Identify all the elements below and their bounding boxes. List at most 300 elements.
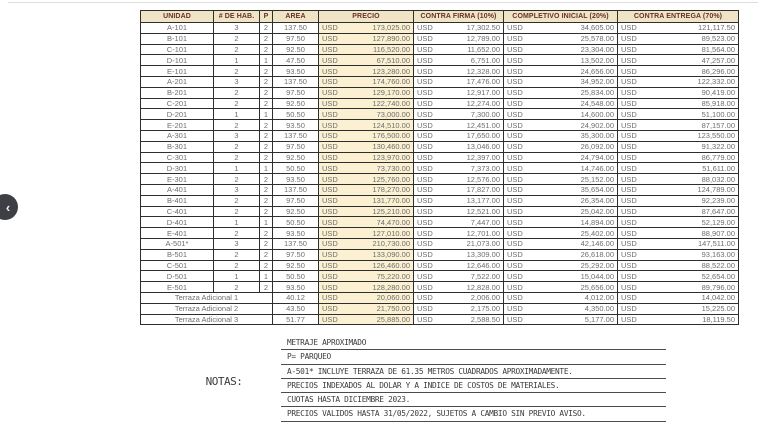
hab-cell: 2 <box>214 206 260 217</box>
amount-value: 26,618.00 <box>580 250 614 260</box>
currency-label: USD <box>507 88 523 98</box>
currency-label: USD <box>507 174 523 184</box>
amount-value: 92,239.00 <box>701 196 735 206</box>
currency-label: USD <box>507 260 523 270</box>
contra-entrega-cell <box>618 33 739 44</box>
contra-entrega-cell <box>618 195 739 206</box>
contra-entrega-cell <box>618 282 739 293</box>
contra-entrega-cell <box>618 314 739 325</box>
currency-label: USD <box>417 77 433 87</box>
col-header-completivo-inicial: COMPLETIVO INICIAL (20%) <box>504 11 618 23</box>
unit-cell: D-101 <box>141 55 214 66</box>
completivo-inicial-cell <box>504 217 618 228</box>
parqueo-cell: 1 <box>260 109 273 120</box>
completivo-inicial-cell <box>504 282 618 293</box>
unit-cell: C-501 <box>141 260 214 271</box>
unit-cell: B-501 <box>141 249 214 260</box>
currency-label: USD <box>417 131 433 141</box>
currency-label: USD <box>507 217 523 227</box>
area-cell: 97.50 <box>273 249 319 260</box>
amount-value: 12,521.00 <box>466 206 500 216</box>
amount-value: 88,032.00 <box>701 174 735 184</box>
amount-value: 127,890.00 <box>372 34 410 44</box>
currency-label: USD <box>621 163 637 173</box>
unit-cell: B-201 <box>141 87 214 98</box>
table-row <box>141 249 739 260</box>
col-header-parqueo: P <box>260 11 273 23</box>
currency-label: USD <box>417 304 433 314</box>
table-row <box>141 33 739 44</box>
parqueo-cell: 2 <box>260 195 273 206</box>
currency-label: USD <box>507 185 523 195</box>
currency-label: USD <box>507 98 523 108</box>
currency-label: USD <box>417 44 433 54</box>
currency-label: USD <box>417 55 433 65</box>
currency-label: USD <box>507 228 523 238</box>
contra-firma-cell <box>414 195 504 206</box>
currency-label: USD <box>621 34 637 44</box>
currency-label: USD <box>507 66 523 76</box>
amount-value: 24,656.00 <box>580 66 614 76</box>
contra-firma-cell <box>414 109 504 120</box>
contra-entrega-cell <box>618 141 739 152</box>
contra-entrega-cell <box>618 260 739 271</box>
amount-value: 52,129.00 <box>701 217 735 227</box>
currency-label: USD <box>507 152 523 162</box>
area-cell: 137.50 <box>273 23 319 34</box>
amount-value: 12,701.00 <box>466 228 500 238</box>
amount-value: 25,402.00 <box>580 228 614 238</box>
precio-cell <box>319 238 414 249</box>
precio-cell <box>319 163 414 174</box>
unit-cell: A-301 <box>141 130 214 141</box>
prev-arrow-button[interactable] <box>0 194 18 220</box>
table-row <box>141 217 739 228</box>
amount-value: 26,354.00 <box>580 196 614 206</box>
table-row <box>141 44 739 55</box>
hab-cell: 2 <box>214 33 260 44</box>
amount-value: 86,779.00 <box>701 152 735 162</box>
currency-label: USD <box>417 206 433 216</box>
contra-firma-cell <box>414 271 504 282</box>
completivo-inicial-cell <box>504 141 618 152</box>
currency-label: USD <box>507 109 523 119</box>
currency-label: USD <box>507 282 523 292</box>
currency-label: USD <box>322 152 338 162</box>
note-line: P= PARQUEO <box>281 350 666 364</box>
amount-value: 73,730.00 <box>376 163 410 173</box>
table-row <box>141 271 739 282</box>
hab-cell: 3 <box>214 130 260 141</box>
amount-value: 24,548.00 <box>580 98 614 108</box>
completivo-inicial-cell <box>504 206 618 217</box>
completivo-inicial-cell <box>504 238 618 249</box>
contra-firma-cell <box>414 238 504 249</box>
currency-label: USD <box>621 250 637 260</box>
col-header-unidad: UNIDAD <box>141 11 214 23</box>
completivo-inicial-cell <box>504 292 618 303</box>
completivo-inicial-cell <box>504 260 618 271</box>
amount-value: 42,146.00 <box>580 239 614 249</box>
amount-value: 23,304.00 <box>580 44 614 54</box>
contra-firma-cell <box>414 55 504 66</box>
hab-cell: 1 <box>214 217 260 228</box>
hab-cell: 3 <box>214 238 260 249</box>
amount-value: 4,350.00 <box>584 304 614 314</box>
amount-value: 18,119.50 <box>702 314 735 324</box>
parqueo-cell: 2 <box>260 174 273 185</box>
contra-firma-cell <box>414 163 504 174</box>
table-row <box>141 228 739 239</box>
table-row <box>141 152 739 163</box>
amount-value: 52,654.00 <box>701 271 735 281</box>
amount-value: 13,309.00 <box>466 250 500 260</box>
currency-label: USD <box>621 98 637 108</box>
currency-label: USD <box>507 271 523 281</box>
hab-cell: 2 <box>214 282 260 293</box>
unit-cell: A-201 <box>141 76 214 87</box>
amount-value: 125,210.00 <box>372 206 410 216</box>
amount-value: 51,100.00 <box>701 109 735 119</box>
table-row <box>141 76 739 87</box>
amount-value: 131,770.00 <box>372 196 410 206</box>
contra-entrega-cell <box>618 303 739 314</box>
currency-label: USD <box>322 109 338 119</box>
completivo-inicial-cell <box>504 130 618 141</box>
currency-label: USD <box>417 34 433 44</box>
completivo-inicial-cell <box>504 163 618 174</box>
merged-unit-cell: Terraza Adicional 2 <box>141 303 273 314</box>
hab-cell: 2 <box>214 249 260 260</box>
currency-label: USD <box>621 239 637 249</box>
table-header-row <box>141 11 739 23</box>
contra-firma-cell <box>414 249 504 260</box>
amount-value: 51,611.00 <box>702 163 735 173</box>
completivo-inicial-cell <box>504 109 618 120</box>
completivo-inicial-cell <box>504 228 618 239</box>
unit-cell: E-101 <box>141 66 214 77</box>
currency-label: USD <box>621 304 637 314</box>
notas-label: NOTAS: <box>205 375 243 388</box>
table-row <box>141 130 739 141</box>
amount-value: 122,332.00 <box>697 77 735 87</box>
parqueo-cell: 2 <box>260 120 273 131</box>
area-cell: 93.50 <box>273 228 319 239</box>
currency-label: USD <box>507 239 523 249</box>
amount-value: 15,044.00 <box>580 271 614 281</box>
unit-cell: E-201 <box>141 120 214 131</box>
table-row <box>141 314 739 325</box>
contra-firma-cell <box>414 303 504 314</box>
table-row <box>141 141 739 152</box>
completivo-inicial-cell <box>504 249 618 260</box>
contra-firma-cell <box>414 228 504 239</box>
parqueo-cell: 1 <box>260 271 273 282</box>
amount-value: 25,834.00 <box>580 88 614 98</box>
currency-label: USD <box>322 174 338 184</box>
currency-label: USD <box>417 196 433 206</box>
amount-value: 24,902.00 <box>580 120 614 130</box>
amount-value: 93,163.00 <box>701 250 735 260</box>
precio-cell <box>319 260 414 271</box>
precio-cell <box>319 217 414 228</box>
amount-value: 12,646.00 <box>466 260 500 270</box>
currency-label: USD <box>621 142 637 152</box>
amount-value: 12,274.00 <box>466 98 500 108</box>
unit-cell: E-301 <box>141 174 214 185</box>
currency-label: USD <box>322 131 338 141</box>
area-cell: 50.50 <box>273 271 319 282</box>
amount-value: 127,010.00 <box>372 228 410 238</box>
amount-value: 88,522.00 <box>701 260 735 270</box>
currency-label: USD <box>417 152 433 162</box>
amount-value: 34,952.00 <box>580 77 614 87</box>
parqueo-cell: 2 <box>260 238 273 249</box>
amount-value: 14,042.00 <box>701 293 735 303</box>
hab-cell: 2 <box>214 152 260 163</box>
amount-value: 87,647.00 <box>701 206 735 216</box>
amount-value: 12,789.00 <box>466 34 500 44</box>
contra-entrega-cell <box>618 44 739 55</box>
amount-value: 81,564.00 <box>701 44 735 54</box>
currency-label: USD <box>417 282 433 292</box>
precio-cell <box>319 206 414 217</box>
currency-label: USD <box>417 260 433 270</box>
unit-cell: E-501 <box>141 282 214 293</box>
precio-cell <box>319 98 414 109</box>
contra-entrega-cell <box>618 163 739 174</box>
currency-label: USD <box>322 88 338 98</box>
unit-cell: C-201 <box>141 98 214 109</box>
precio-cell <box>319 184 414 195</box>
col-header-area: AREA <box>273 11 319 23</box>
col-header-contra-entrega: CONTRA ENTREGA (70%) <box>618 11 739 23</box>
completivo-inicial-cell <box>504 314 618 325</box>
amount-value: 7,373.00 <box>470 163 500 173</box>
amount-value: 88,907.00 <box>701 228 735 238</box>
amount-value: 7,300.00 <box>470 109 500 119</box>
parqueo-cell: 2 <box>260 141 273 152</box>
currency-label: USD <box>417 228 433 238</box>
currency-label: USD <box>322 282 338 292</box>
amount-value: 15,225.00 <box>701 304 735 314</box>
contra-entrega-cell <box>618 66 739 77</box>
amount-value: 14,600.00 <box>580 109 614 119</box>
amount-value: 75,220.00 <box>376 271 410 281</box>
currency-label: USD <box>621 228 637 238</box>
currency-label: USD <box>322 185 338 195</box>
completivo-inicial-cell <box>504 87 618 98</box>
currency-label: USD <box>322 98 338 108</box>
area-cell: 92.50 <box>273 44 319 55</box>
precio-cell <box>319 109 414 120</box>
currency-label: USD <box>322 163 338 173</box>
contra-firma-cell <box>414 152 504 163</box>
area-cell: 50.50 <box>273 217 319 228</box>
completivo-inicial-cell <box>504 66 618 77</box>
note-line: METRAJE APROXIMADO <box>281 336 666 350</box>
contra-firma-cell <box>414 174 504 185</box>
amount-value: 12,451.00 <box>466 120 500 130</box>
area-cell: 92.50 <box>273 98 319 109</box>
completivo-inicial-cell <box>504 55 618 66</box>
hab-cell: 2 <box>214 98 260 109</box>
currency-label: USD <box>507 131 523 141</box>
amount-value: 87,157.00 <box>701 120 735 130</box>
amount-value: 34,605.00 <box>580 23 614 33</box>
contra-firma-cell <box>414 260 504 271</box>
completivo-inicial-cell <box>504 76 618 87</box>
amount-value: 12,917.00 <box>466 88 500 98</box>
amount-value: 126,460.00 <box>372 260 410 270</box>
amount-value: 178,270.00 <box>372 185 410 195</box>
table-row <box>141 174 739 185</box>
amount-value: 17,302.50 <box>466 23 500 33</box>
completivo-inicial-cell <box>504 120 618 131</box>
currency-label: USD <box>507 314 523 324</box>
notas-list <box>281 336 666 422</box>
precio-cell <box>319 303 414 314</box>
parqueo-cell: 2 <box>260 33 273 44</box>
amount-value: 174,760.00 <box>372 77 410 87</box>
parqueo-cell: 1 <box>260 55 273 66</box>
hab-cell: 3 <box>214 184 260 195</box>
parqueo-cell: 2 <box>260 228 273 239</box>
currency-label: USD <box>417 250 433 260</box>
contra-entrega-cell <box>618 98 739 109</box>
precio-cell <box>319 120 414 131</box>
precio-cell <box>319 76 414 87</box>
amount-value: 21,750.00 <box>376 304 410 314</box>
precio-cell <box>319 130 414 141</box>
amount-value: 89,523.00 <box>701 34 735 44</box>
contra-firma-cell <box>414 282 504 293</box>
table-row <box>141 292 739 303</box>
area-cell: 92.50 <box>273 260 319 271</box>
currency-label: USD <box>621 260 637 270</box>
currency-label: USD <box>417 293 433 303</box>
hab-cell: 1 <box>214 109 260 120</box>
contra-firma-cell <box>414 141 504 152</box>
amount-value: 25,656.00 <box>580 282 614 292</box>
amount-value: 90,419.00 <box>701 88 735 98</box>
amount-value: 35,654.00 <box>580 185 614 195</box>
currency-label: USD <box>322 260 338 270</box>
currency-label: USD <box>417 142 433 152</box>
currency-label: USD <box>322 239 338 249</box>
precio-cell <box>319 271 414 282</box>
completivo-inicial-cell <box>504 23 618 34</box>
currency-label: USD <box>322 271 338 281</box>
area-cell: 93.50 <box>273 120 319 131</box>
amount-value: 6,751.00 <box>470 55 500 65</box>
area-cell: 50.50 <box>273 163 319 174</box>
parqueo-cell: 2 <box>260 206 273 217</box>
contra-entrega-cell <box>618 109 739 120</box>
unit-cell: B-401 <box>141 195 214 206</box>
completivo-inicial-cell <box>504 44 618 55</box>
hab-cell: 1 <box>214 55 260 66</box>
currency-label: USD <box>621 185 637 195</box>
contra-entrega-cell <box>618 206 739 217</box>
contra-entrega-cell <box>618 23 739 34</box>
amount-value: 122,740.00 <box>372 98 410 108</box>
table-row <box>141 260 739 271</box>
amount-value: 130,460.00 <box>372 142 410 152</box>
amount-value: 7,447.00 <box>470 217 500 227</box>
currency-label: USD <box>621 120 637 130</box>
hab-cell: 2 <box>214 174 260 185</box>
amount-value: 12,397.00 <box>466 152 500 162</box>
currency-label: USD <box>322 44 338 54</box>
table-row <box>141 303 739 314</box>
table-row <box>141 120 739 131</box>
amount-value: 67,510.00 <box>376 55 410 65</box>
top-divider <box>8 2 758 3</box>
amount-value: 2,588.50 <box>470 314 500 324</box>
amount-value: 25,152.00 <box>580 174 614 184</box>
currency-label: USD <box>621 271 637 281</box>
currency-label: USD <box>621 174 637 184</box>
currency-label: USD <box>417 23 433 33</box>
contra-entrega-cell <box>618 228 739 239</box>
completivo-inicial-cell <box>504 33 618 44</box>
note-line: PRECIOS INDEXADOS AL DOLAR Y A INDICE DE COSTOS DE MATERIALES. <box>281 379 666 393</box>
parqueo-cell: 2 <box>260 87 273 98</box>
amount-value: 133,090.00 <box>372 250 410 260</box>
amount-value: 13,502.00 <box>580 55 614 65</box>
contra-firma-cell <box>414 33 504 44</box>
currency-label: USD <box>417 239 433 249</box>
currency-label: USD <box>322 34 338 44</box>
precio-cell <box>319 174 414 185</box>
currency-label: USD <box>507 34 523 44</box>
amount-value: 124,789.00 <box>697 185 735 195</box>
contra-firma-cell <box>414 217 504 228</box>
note-line: CUOTAS HASTA DICIEMBRE 2023. <box>281 393 666 407</box>
parqueo-cell: 2 <box>260 152 273 163</box>
completivo-inicial-cell <box>504 174 618 185</box>
amount-value: 13,046.00 <box>466 142 500 152</box>
contra-entrega-cell <box>618 87 739 98</box>
currency-label: USD <box>417 174 433 184</box>
amount-value: 116,520.00 <box>373 44 410 54</box>
hab-cell: 3 <box>214 76 260 87</box>
table-row <box>141 206 739 217</box>
currency-label: USD <box>621 196 637 206</box>
contra-entrega-cell <box>618 120 739 131</box>
currency-label: USD <box>507 304 523 314</box>
amount-value: 124,510.00 <box>372 120 410 130</box>
amount-value: 17,650.00 <box>466 131 500 141</box>
area-cell: 50.50 <box>273 109 319 120</box>
contra-entrega-cell <box>618 174 739 185</box>
currency-label: USD <box>507 163 523 173</box>
amount-value: 73,000.00 <box>376 109 410 119</box>
currency-label: USD <box>621 217 637 227</box>
precio-cell <box>319 87 414 98</box>
currency-label: USD <box>417 163 433 173</box>
amount-value: 91,322.00 <box>701 142 735 152</box>
amount-value: 25,042.00 <box>580 206 614 216</box>
amount-value: 35,300.00 <box>580 131 614 141</box>
completivo-inicial-cell <box>504 98 618 109</box>
currency-label: USD <box>507 23 523 33</box>
amount-value: 14,894.00 <box>580 217 614 227</box>
unit-cell: D-501 <box>141 271 214 282</box>
parqueo-cell: 2 <box>260 184 273 195</box>
currency-label: USD <box>322 228 338 238</box>
